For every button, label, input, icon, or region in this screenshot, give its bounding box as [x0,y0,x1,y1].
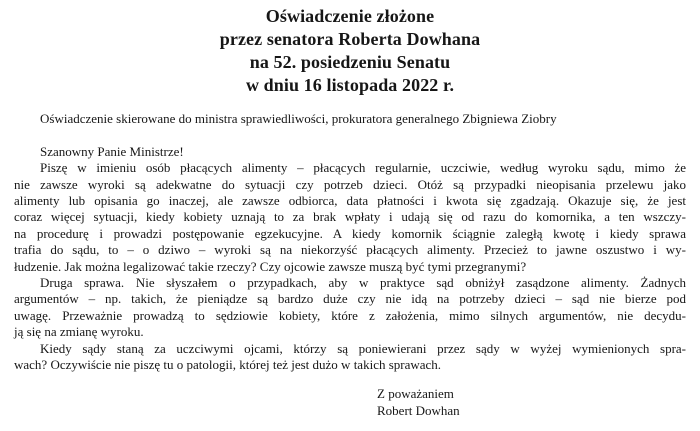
body-line: ją się na zmianę wyroku. [14,324,144,340]
body-line: uwagę. Przeważnie prowadzą to sędziowie kobiety, które z założenia, mimo silnych argumentów, nie decydu- [14,307,686,323]
body-line: nie zawsze wyroki są adekwatne do sytuacji czy potrzeb dzieci. Otóż są przypadki nieopisania przelewu jako [14,176,686,192]
body-line: argumentów – np. takich, że pieniądze są bardzo duże czy nie idą na potrzeby dzieci – sąd nie bierze pod [14,291,686,307]
document-body [14,111,686,419]
blank-line [14,127,686,143]
body-line: na procedurę i prowadzi postępowanie egzekucyjne. A kiedy komornik ściągnie zaległą kwotę i kiedy sprawa [14,225,686,241]
document-title [0,0,700,97]
title-line: Oświadczenie złożone [265,6,435,26]
body-line: alimenty lub opisania go inaczej, ale zawsze odbiorca, data płatności i kwota się zgadzają. Okazuje się, że jest [14,193,686,209]
signature-closing: Z poważaniem [377,386,454,402]
signature-block [377,386,686,419]
title-line: przez senatora Roberta Dowhana [219,29,481,49]
paragraph [14,275,686,341]
salutation-line: Szanowny Panie Ministrze! [40,143,184,159]
body-line: Druga sprawa. Nie słyszałem o przypadkach, aby w praktyce sąd obniżył zasądzone alimenty. Żadnych [40,275,686,291]
body-line: łudzenie. Jak można legalizować takie rzeczy? Czy ojcowie zawsze muszą być tymi przegranymi? [14,258,527,274]
body-line: coraz więcej sytuacji, kiedy kobiety uznają to za brak wpłaty i udają się od razu do komornika, a ten wszczy- [14,209,686,225]
signature-name: Robert Dowhan [377,402,460,418]
paragraph [14,160,686,275]
title-line: w dniu 16 listopada 2022 r. [245,75,455,95]
body-line: trafia do sądu, to – o dziwo – wyroki są na niekorzyść płacących alimenty. Przecież to jawne oszustwo i wy- [14,242,686,258]
paragraph [14,341,686,374]
addressee-line: Oświadczenie skierowane do ministra sprawiedliwości, prokuratora generalnego Zbigniewa Ziobry [40,111,557,126]
body-line: wach? Oczywiście nie piszę tu o patologii, której też jest dużo w takich sprawach. [14,357,442,373]
body-line: Kiedy sądy staną za uczciwymi ojcami, którzy są poniewierani przez sądy w wyżej wymienionych spra- [40,340,686,356]
body-line: Piszę w imieniu osób płacących alimenty – płacących regularnie, uczciwie, według wyroku sądu, mimo że [40,160,686,176]
title-line: na 52. posiedzeniu Senatu [249,52,451,72]
